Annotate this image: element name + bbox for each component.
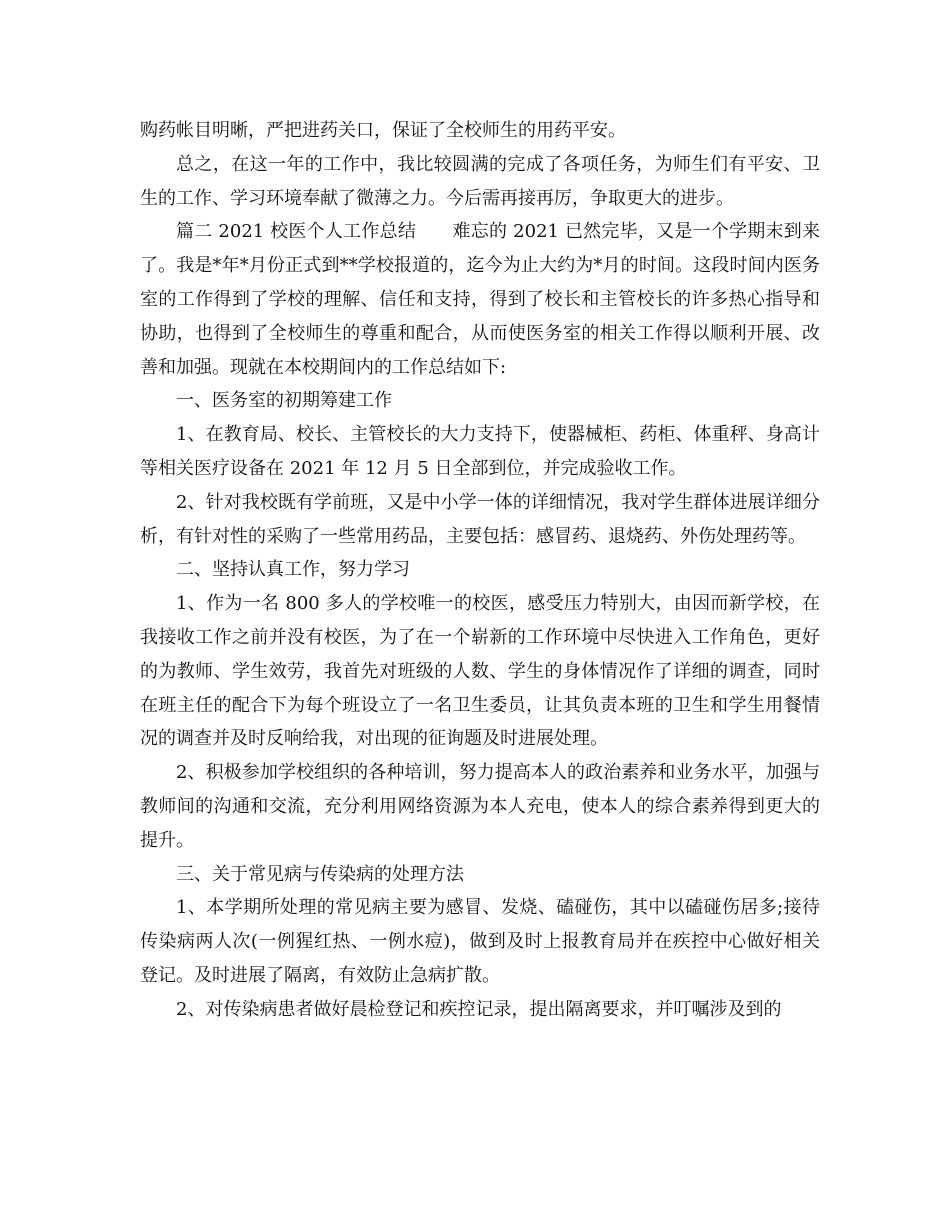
paragraph-school-doctor: 1、作为一名 800 多人的学校唯一的校医，感受压力特别大，由因而新学校，在我接收工作之前并没有校医，为了在一个崭新的工作环境中尽快进入工作角色，更好的为教师、学生效劳，我首先对班级的人数、学生的身体情况作了详细的调查，同时在班主任的配合下为每个班设立了一名卫生委员，让其负责本班的卫生和学生用餐情况的调查并及时反响给我，对出现的征询题及时进展处理。 (140, 593, 820, 750)
paragraph-continuation: 购药帐目明晰，严把进药关口，保证了全校师生的用药平安。 (140, 120, 626, 141)
section-heading-setup: 一、医务室的初期筹建工作 (176, 390, 392, 412)
section-heading-work-study: 二、坚持认真工作，努力学习 (176, 559, 410, 581)
paragraph-section-two-intro: 篇二 2021 校医个人工作总结 难忘的 2021 已然完毕，又是一个学期末到来了。我是*年*月份正式到**学校报道的，迄今为止大约为*月的时间。这段时间内医务室的工作得到了学校的理解、信任和支持，得到了校长和主管校长的许多热心指导和协助，也得到了全校师生的尊重和配合，从而使医务室的相关工作得以顺利开展、改善和加强。现就在本校期间内的工作总结如下: (140, 221, 820, 378)
paragraph-summary: 总之，在这一年的工作中，我比较圆满的完成了各项任务，为师生们有平安、卫生的工作、学习环境奉献了微薄之力。今后需再接再厉，争取更大的进步。 (140, 153, 820, 209)
document-body (140, 114, 820, 1027)
paragraph-medicine: 2、针对我校既有学前班，又是中小学一体的详细情况，我对学生群体进展详细分析，有针对性的采购了一些常用药品，主要包括：感冒药、退烧药、外伤处理药等。 (140, 491, 820, 547)
paragraph-equipment: 1、在教育局、校长、主管校长的大力支持下，使器械柜、药柜、体重秤、身高计等相关医疗设备在 2021 年 12 月 5 日全部到位，并完成验收工作。 (140, 424, 820, 479)
section-heading-disease: 三、关于常见病与传染病的处理方法 (176, 863, 464, 885)
paragraph-infectious-disease: 2、对传染病患者做好晨检登记和疾控记录，提出隔离要求，并叮嘱涉及到的 (176, 998, 782, 1020)
paragraph-training: 2、积极参加学校组织的各种培训，努力提高本人的政治素养和业务水平，加强与教师间的沟通和交流，充分利用网络资源为本人充电，使本人的综合素养得到更大的提升。 (140, 762, 820, 851)
paragraph-common-disease: 1、本学期所处理的常见病主要为感冒、发烧、磕碰伤，其中以磕碰伤居多;接待传染病两人次(一例猩红热、一例水痘)，做到及时上报教育局并在疾控中心做好相关登记。及时进展了隔离，有效防止急病扩散。 (140, 897, 820, 986)
